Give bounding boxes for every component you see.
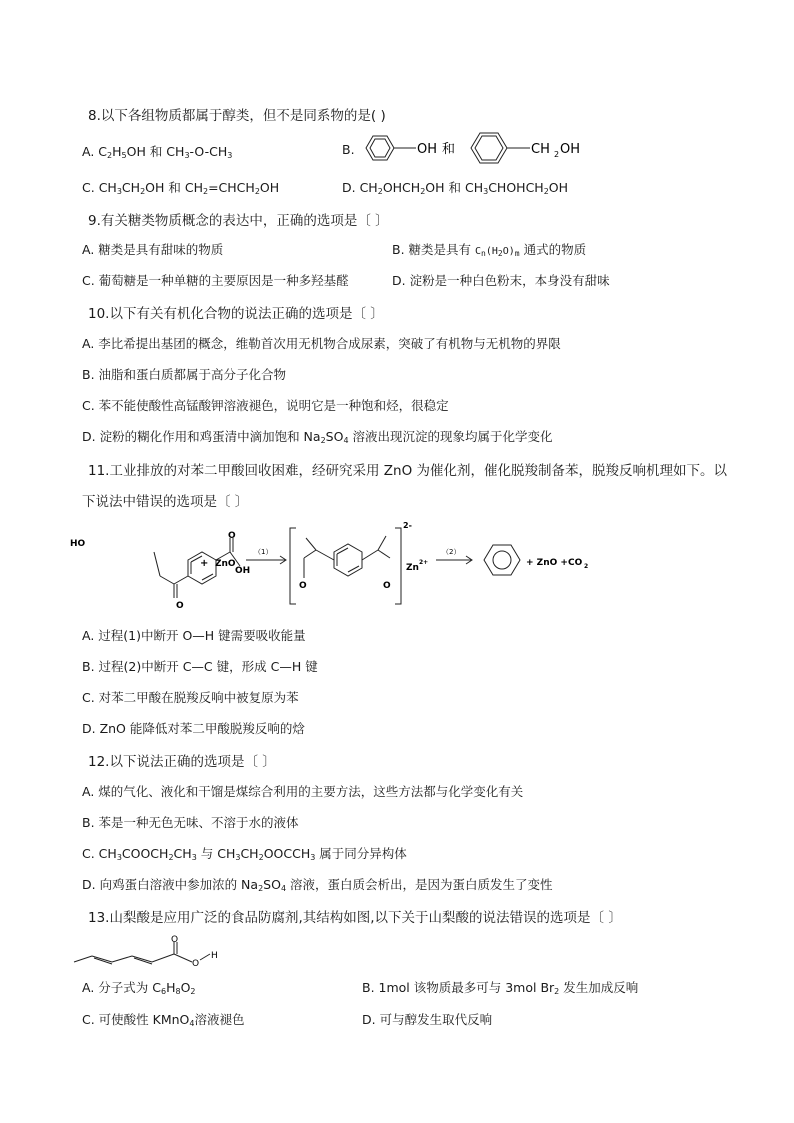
q10-option-a: A. 李比希提出基团的概念，维勒首次用无机物合成尿素，突破了有机物与无机物的界限 (82, 336, 561, 351)
phenol-oh-label: OH (417, 142, 438, 157)
scheme-step-2: （2） (442, 548, 461, 556)
sorbic-carbonyl-o: O (171, 935, 179, 945)
q9-option-a: A. 糖类是具有甜味的物质 (82, 242, 224, 257)
q12-option-a: A. 煤的气化、液化和干馏是煤综合利用的主要方法，这些方法都与化学变化有关 (82, 784, 524, 799)
q9-option-c: C. 葡萄糖是一种单糖的主要原因是一种多羟基醛 (82, 273, 349, 288)
ch-label: CH (531, 142, 550, 157)
q10-stem: 10.以下有关有机化合物的说法正确的选项是〔 〕 (88, 306, 384, 322)
q8-option-b-structures (354, 128, 604, 168)
scheme-step-1: （1） (254, 548, 273, 556)
q8-option-d: D. $CH_2OHCH_2OH$ 和 $CH_3CHOHCH_2OH$ (342, 180, 569, 196)
benzene-product-ring (484, 545, 520, 575)
q10-option-d: D. 淀粉的糊化作用和鸡蛋清中滴加饱和 $Na_2SO_4$ 溶液出现沉淀的现象均属于化学变化 (82, 429, 553, 445)
scheme-co2-label: CO (568, 558, 583, 568)
q11-stem-line2: 下说法中错误的选项是〔 〕 (82, 494, 249, 510)
q9-option-b: B. 糖类是具有 $C_n(H_2O)_m$ 通式的物质 (392, 242, 587, 258)
q12-option-d: D. 向鸡蛋白溶液中参加浓的 $Na_2SO_4$ 溶液，蛋白质会析出，是因为蛋白质发生了变性 (82, 877, 553, 893)
q13-option-d: D. 可与醇发生取代反响 (362, 1012, 493, 1027)
benzyl-oh-label: OH (560, 142, 581, 157)
q13-option-b: B. 1mol 该物质最多可与 3mol $Br_2$ 发生加成反响 (362, 980, 639, 996)
q12-option-c: C. $CH_3COOCH_2CH_3$ 与 $CH_3CH_2OOCCH_3$ 属于同分异构体 (82, 846, 407, 862)
q11-option-b: B. 过程(2)中断开 C—C 键，形成 C—H 键 (82, 659, 318, 674)
q12-stem: 12.以下说法正确的选项是〔 〕 (88, 754, 276, 770)
q9-stem: 9.有关糖类物质概念的表达中，正确的选项是〔 〕 (88, 213, 389, 229)
scheme-o-top: O (228, 531, 236, 541)
q11-option-d: D. ZnO 能降低对苯二甲酸脱羧反响的焓 (82, 721, 305, 736)
q13-stem: 13.山梨酸是应用广泛的食品防腐剂,其结构如图,以下关于山梨酸的说法错误的选项是〔 〕 (88, 910, 622, 926)
scheme-co2-sub: 2 (584, 563, 589, 570)
scheme-plus-1: + (200, 558, 209, 569)
q12-option-b: B. 苯是一种无色无味、不溶于水的液体 (82, 815, 299, 830)
q13-option-c: C. 可使酸性 KMnO$_4$溶液褪色 (82, 1012, 245, 1028)
q13-option-a: A. 分子式为 $C_6H_8O_2$ (82, 980, 196, 996)
scheme-zno-reactant: ZnO (215, 559, 236, 569)
scheme-o-bottom: O (176, 601, 184, 608)
q8-and-label: 和 (442, 142, 456, 157)
scheme-o-left-ion: O (299, 581, 307, 591)
q11-option-a: A. 过程(1)中断开 O—H 键需要吸收能量 (82, 628, 306, 643)
scheme-ion-charge: 2- (403, 521, 412, 530)
scheme-oh-label: OH (235, 566, 251, 576)
scheme-zn-label: Zn (406, 563, 419, 573)
q8-stem: 8.以下各组物质都属于醇类，但不是同系物的是( ) (88, 108, 386, 124)
q10-option-b: B. 油脂和蛋白质都属于高分子化合物 (82, 367, 287, 382)
scheme-products-label: + ZnO + (526, 558, 568, 568)
sorbic-h: H (211, 951, 218, 961)
q10-option-c: C. 苯不能使酸性高锰酸钾溶液褪色，说明它是一种饱和烃，很稳定 (82, 398, 449, 413)
scheme-ho-label: HO (70, 539, 86, 549)
q8-option-b-letter: B. (342, 142, 355, 157)
q8-option-c: C. $CH_3CH_2OH$ 和 $CH_2=CHCH_2OH$ (82, 180, 280, 196)
q11-stem-line1: 11.工业排放的对苯二甲酸回收困难，经研究采用 ZnO 为催化剂，催化脱羧制备苯，脱羧反响机理如下。以 (88, 463, 727, 479)
q11-option-c: C. 对苯二甲酸在脱羧反响中被复原为苯 (82, 690, 299, 705)
q9-option-d: D. 淀粉是一种白色粉末，本身没有甜味 (392, 273, 610, 288)
sorbic-hydroxyl-o: O (192, 959, 200, 969)
q8-option-a: A. $C_2H_5OH$ 和 $CH_3-O-CH_3$ (82, 144, 233, 160)
scheme-o-right-ion: O (383, 581, 391, 591)
scheme-zn-charge: 2+ (419, 559, 429, 566)
q13-sorbic-acid-structure (70, 930, 230, 970)
benzyl-benzene-ring (471, 133, 507, 163)
terephthalate-ring (334, 544, 362, 576)
ch-sub-label: 2 (554, 150, 560, 159)
q11-reaction-scheme (70, 518, 600, 608)
